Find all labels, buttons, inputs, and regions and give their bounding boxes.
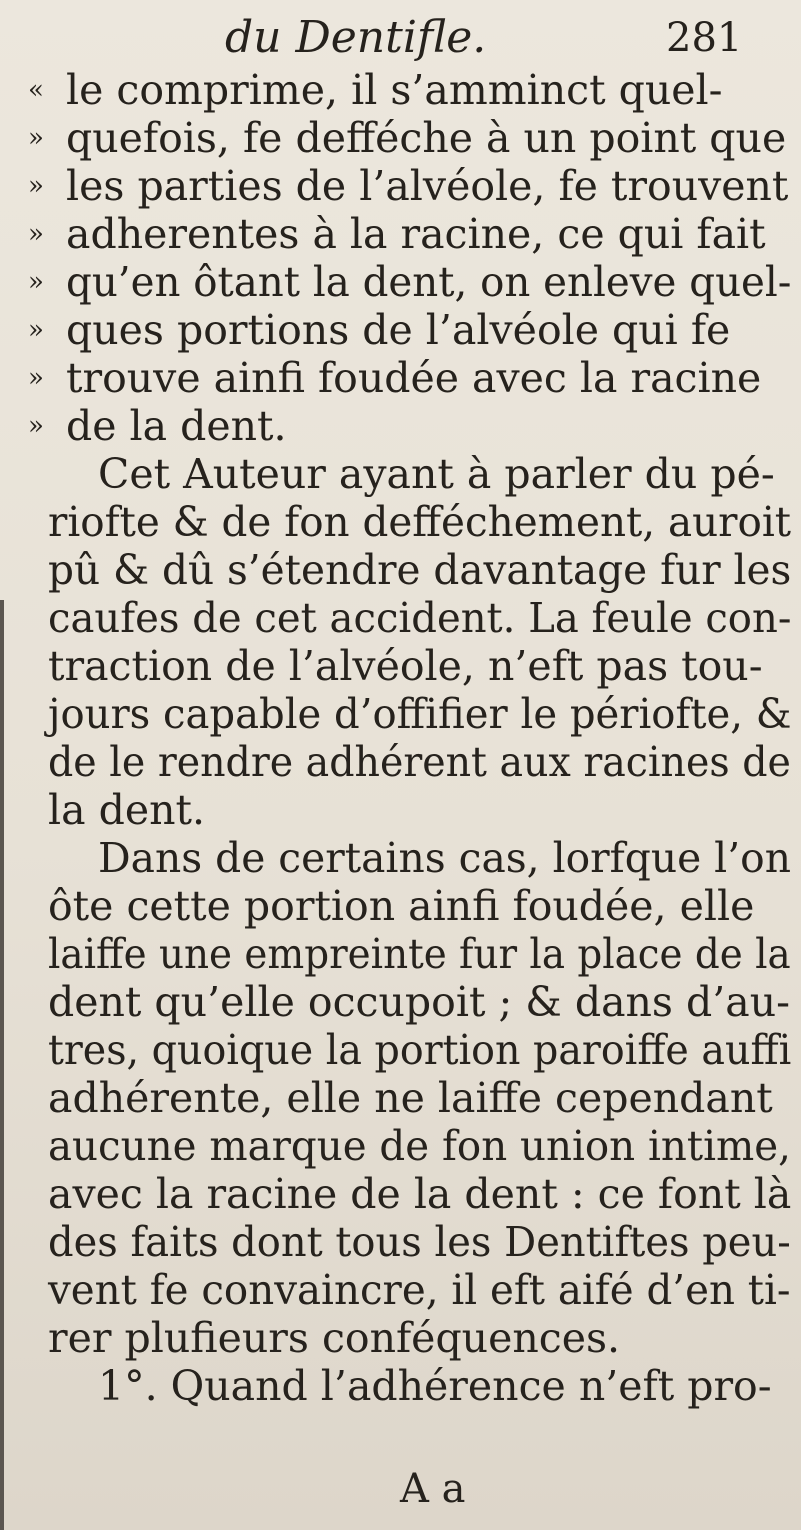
quote-mark: » [28,219,44,249]
text-line: le comprime, il s’amminct quel- [66,66,723,114]
text-line: les parties de l’alvéole, fe trouvent [66,162,789,210]
text-line: traction de l’alvéole, n’eft pas tou- [48,642,763,690]
page-edge-shadow [0,600,4,1530]
text-line: ques portions de l’alvéole qui fe [66,306,731,354]
page-number: 281 [666,15,743,61]
text-line: la dent. [48,786,206,834]
quote-mark: » [28,411,44,441]
quote-mark: « [28,75,44,105]
text-line: riofte & de fon defféchement, auroit [48,498,792,546]
text-line: pû & dû s’étendre davantage fur les [48,546,792,594]
quote-mark: » [28,363,44,393]
text-line: avec la racine de la dent : ce font là [48,1170,792,1218]
text-line: de la dent. [66,402,287,450]
text-line: ôte cette portion ainfi foudée, elle [48,882,755,930]
text-line: jours capable d’offifier le périofte, & [48,690,792,738]
quote-mark: » [28,171,44,201]
text-line: qu’en ôtant la dent, on enleve quel- [66,258,792,306]
text-line: 1°. Quand l’adhérence n’eft pro- [98,1362,772,1410]
quote-mark: » [28,123,44,153]
text-line: adhérente, elle ne laiffe cependant [48,1074,773,1122]
page-header [0,10,801,66]
text-line: aucune marque de fon union intime, [48,1122,791,1170]
signature-mark: A a [400,1466,466,1512]
text-line: caufes de cet accident. La feule con- [48,594,792,642]
text-line: de le rendre adhérent aux racines de [48,738,791,786]
text-line: tres, quoique la portion paroiffe auffi [48,1026,792,1074]
text-line: laiffe une empreinte fur la place de la [48,930,791,978]
text-line: des faits dont tous les Dentiftes peu- [48,1218,791,1266]
quote-mark: » [28,315,44,345]
text-line: quefois, fe defféche à un point que [66,114,787,162]
text-line: Dans de certains cas, lorfque l’on [98,834,791,882]
text-line: vent fe convaincre, il eft aifé d’en ti- [48,1266,791,1314]
text-line: Cet Auteur ayant à parler du pé- [98,450,775,498]
running-title: du Dentifle. [225,12,487,63]
text-line: trouve ainfi foudée avec la racine [66,354,762,402]
text-line: adherentes à la racine, ce qui fait [66,210,766,258]
text-line: rer plufieurs conféquences. [48,1314,621,1362]
quote-mark: » [28,267,44,297]
text-line: dent qu’elle occupoit ; & dans d’au- [48,978,790,1026]
